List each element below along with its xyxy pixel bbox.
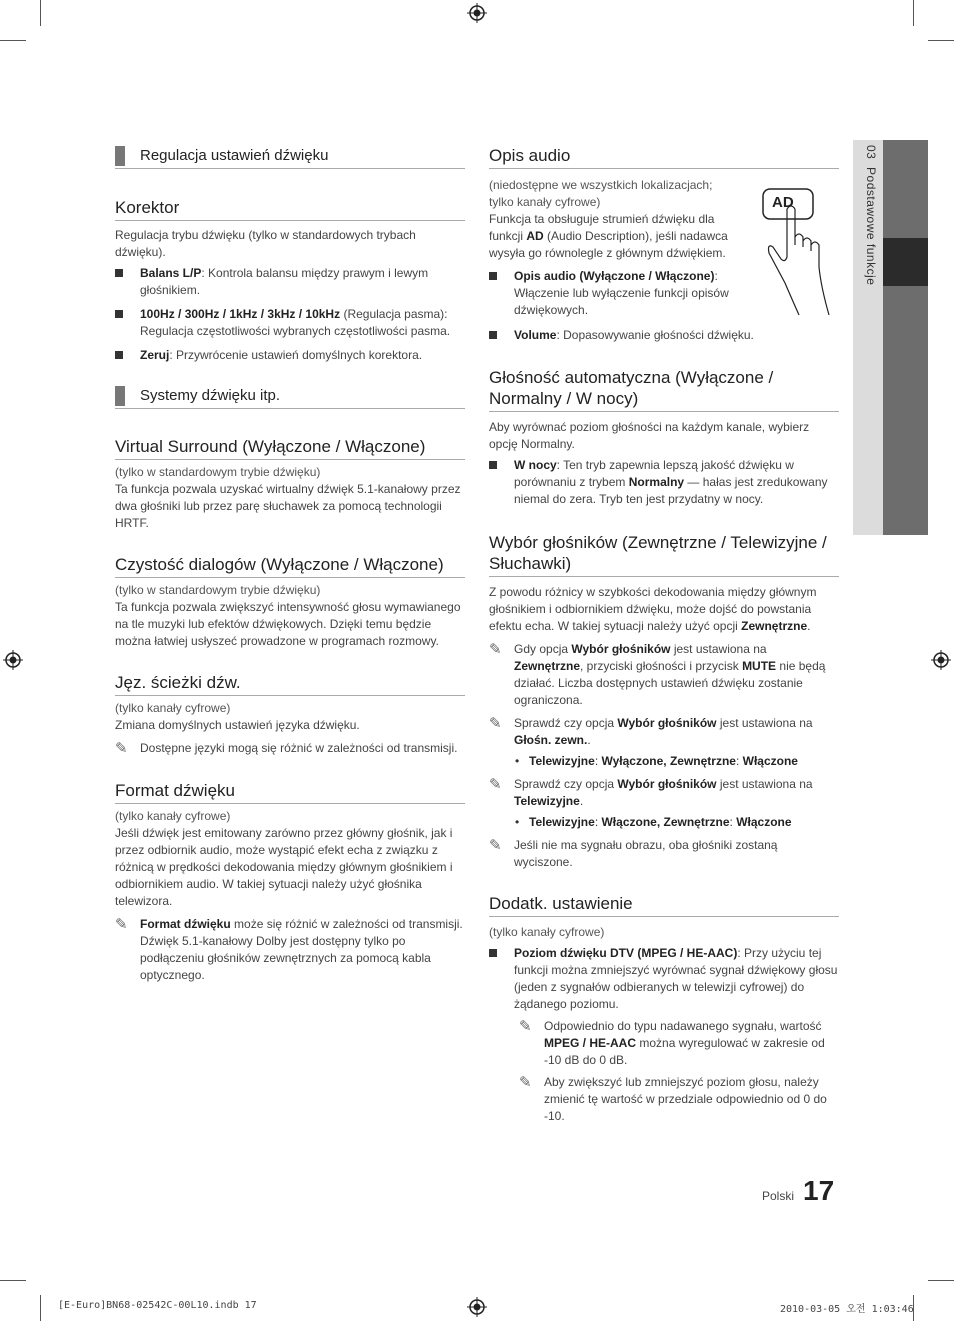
subsection-heading: Systemy dźwięku itp. bbox=[115, 386, 465, 409]
section-title-wybor-glosnikow: Wybór głośników (Zewnętrzne / Telewizyjne / Słuchawki) bbox=[489, 532, 839, 577]
availability-note: (niedostępne we wszystkich lokalizacjach; tylko kanały cyfrowe) bbox=[489, 178, 713, 209]
list-item: • Telewizyjne: Włączone, Zewnętrzne: Włączone bbox=[515, 815, 792, 829]
list-item: Balans L/P: Kontrola balansu między prawym i lewym głośnikiem. bbox=[115, 265, 465, 299]
gl-desc: Aby wyrównać poziom głośności na każdym kanale, wybierz opcję Normalny. bbox=[489, 420, 810, 451]
right-column bbox=[489, 140, 839, 1125]
opis-audio-block bbox=[489, 177, 839, 262]
note: ✎ Format dźwięku może się różnić w zależności od transmisji. Dźwięk 5.1-kanałowy Dolby jest dostępny tylko po podłączeniu głośników zewnętrznych za pomocą kabla optycznego. bbox=[115, 916, 463, 982]
section-title-dodatk: Dodatk. ustawienie bbox=[489, 893, 839, 917]
opis-desc: Funkcja ta obsługuje strumień dźwięku dla funkcji AD (Audio Description), jeśli nadawca wysyła go równolegle z głównym dźwiękiem. bbox=[489, 212, 728, 260]
section-title-glosnosc: Głośność automatyczna (Wyłączone / Normalny / W nocy) bbox=[489, 367, 839, 412]
pencil-note-icon: ✎ bbox=[489, 641, 502, 658]
crop-mark bbox=[0, 1280, 26, 1281]
fmt-desc: Jeśli dźwięk jest emitowany zarówno przez główny głośnik, jak i przez odbiornik audio, może wystąpić efekt echa z związku z różnicą w prędkości dekodowania między głównym głośnikiem i odbiornikiem audio. W takiej sytuacji należy użyć głośnika telewizora. bbox=[115, 826, 453, 908]
section-title-format: Format dźwięku bbox=[115, 780, 465, 804]
registration-mark-icon bbox=[3, 650, 23, 670]
page-number: 17 bbox=[803, 1175, 835, 1206]
pencil-note-icon: ✎ bbox=[519, 1018, 532, 1035]
list-item: • Telewizyjne: Wyłączone, Zewnętrzne: Włączone bbox=[515, 754, 798, 768]
footer-language: Polski bbox=[762, 1189, 795, 1203]
list-item: 100Hz / 300Hz / 1kHz / 3kHz / 10kHz (Regulacja pasma): Regulacja częstotliwości wybranych częstotliwości pasma. bbox=[115, 306, 465, 340]
list-item: Volume: Dopasowywanie głośności dźwięku. bbox=[489, 327, 839, 344]
footer-file: [E-Euro]BN68-02542C-00L10.indb 17 bbox=[58, 1300, 257, 1311]
pencil-note-icon: ✎ bbox=[115, 740, 128, 757]
subsection-heading: Regulacja ustawień dźwięku bbox=[115, 146, 465, 169]
crop-mark bbox=[913, 0, 914, 26]
korektor-desc: Regulacja trybu dźwięku (tylko w standardowych trybach dźwięku). bbox=[115, 228, 416, 259]
chapter-tab-dark bbox=[883, 140, 928, 535]
pencil-note-icon: ✎ bbox=[519, 1074, 532, 1091]
registration-mark-icon bbox=[467, 3, 487, 23]
section-title-opis-audio: Opis audio bbox=[489, 145, 839, 169]
crop-mark bbox=[0, 40, 26, 41]
jez-desc: Zmiana domyślnych ustawień języka dźwięku. bbox=[115, 718, 360, 732]
section-title-jez: Jęz. ścieżki dźw. bbox=[115, 672, 465, 696]
availability-note: (tylko kanały cyfrowe) bbox=[489, 925, 605, 939]
crop-mark bbox=[40, 1295, 41, 1321]
footer-date: 2010-03-05 오전 1:03:46 bbox=[780, 1304, 914, 1315]
list-item: Zeruj: Przywrócenie ustawień domyślnych korektora. bbox=[115, 347, 465, 364]
availability-note: (tylko w standardowym trybie dźwięku) bbox=[115, 583, 321, 597]
pencil-note-icon: ✎ bbox=[115, 916, 128, 933]
availability-note: (tylko kanały cyfrowe) bbox=[115, 809, 231, 823]
list-item: W nocy: Ten tryb zapewnia lepszą jakość dźwięku w porównaniu z trybem Normalny — hałas jest zredukowany niemal do zera. Tryb ten jest przydatny w nocy. bbox=[489, 457, 839, 508]
crop-mark bbox=[40, 0, 41, 26]
note: ✎ Odpowiednio do typu nadawanego sygnału, wartość MPEG / HE-AAC można wyregulować w zakresie od -10 dB do 0 dB. bbox=[519, 1018, 825, 1067]
note: ✎ Sprawdź czy opcja Wybór głośników jest ustawiona na Głośn. zewn.. bbox=[489, 715, 813, 747]
note: ✎ Gdy opcja Wybór głośników jest ustawiona na Zewnętrzne, przyciski głośności i przycisk MUTE nie będą działać. Liczba dostępnych ustawień dźwięku zostanie ograniczona. bbox=[489, 641, 826, 707]
left-column bbox=[115, 140, 465, 984]
pencil-note-icon: ✎ bbox=[489, 776, 502, 793]
registration-mark-icon bbox=[467, 1297, 487, 1317]
section-title-korektor: Korektor bbox=[115, 197, 465, 221]
section-title-virtual-surround: Virtual Surround (Wyłączone / Włączone) bbox=[115, 436, 465, 460]
vs-desc: Ta funkcja pozwala uzyskać wirtualny dźwięk 5.1-kanałowy przez dwa głośniki lub przez parę słuchawek za pomocą technologii HRTF. bbox=[115, 482, 461, 530]
availability-note: (tylko w standardowym trybie dźwięku) bbox=[115, 465, 321, 479]
note: ✎ Sprawdź czy opcja Wybór głośników jest ustawiona na Telewizyjne. bbox=[489, 776, 813, 808]
ad-button-label: AD bbox=[772, 194, 794, 211]
chapter-tab-marker bbox=[883, 238, 928, 286]
list-item: Opis audio (Wyłączone / Włączone): Włączenie lub wyłączenie funkcji opisów dźwiękowych. bbox=[489, 268, 839, 319]
pencil-note-icon: ✎ bbox=[489, 715, 502, 732]
note: ✎ Jeśli nie ma sygnału obrazu, oba głośniki zostaną wyciszone. bbox=[489, 837, 778, 869]
crop-mark bbox=[928, 40, 954, 41]
note: ✎ Dostępne języki mogą się różnić w zależności od transmisji. bbox=[115, 740, 458, 757]
crop-mark bbox=[928, 1280, 954, 1281]
cd-desc: Ta funkcja pozwala zwiększyć intensywność głosu wymawianego na tle muzyki lub efektów dźwiękowych. Dzięki temu będzie można łatwiej usłyszeć prowadzone w programach rozmowy. bbox=[115, 600, 461, 648]
list-item: Poziom dźwięku DTV (MPEG / HE-AAC): Przy użyciu tej funkcji można zmniejszyć wyrównać sygnał dźwiękowy głosu (jeden z sygnałów odbieranych w telewizji cyfrowej) do żądanego poziomu. bbox=[489, 945, 839, 1013]
pencil-note-icon: ✎ bbox=[489, 837, 502, 854]
wy-desc: Z powodu różnicy w szybkości dekodowania między głównym głośnikiem i odbiornikiem dźwięku, może dojść do powstania efektu echa. W takiej sytuacji należy użyć opcji Zewnętrzne. bbox=[489, 585, 817, 633]
registration-mark-icon bbox=[931, 650, 951, 670]
note: ✎ Aby zwiększyć lub zmniejszyć poziom głosu, należy zmienić tę wartość w przedziale odpowiednio od 0 do -10. bbox=[519, 1074, 827, 1123]
section-title-czystosc: Czystość dialogów (Wyłączone / Włączone) bbox=[115, 554, 465, 578]
chapter-label: 03 Podstawowe funkcje bbox=[864, 145, 878, 286]
availability-note: (tylko kanały cyfrowe) bbox=[115, 701, 231, 715]
